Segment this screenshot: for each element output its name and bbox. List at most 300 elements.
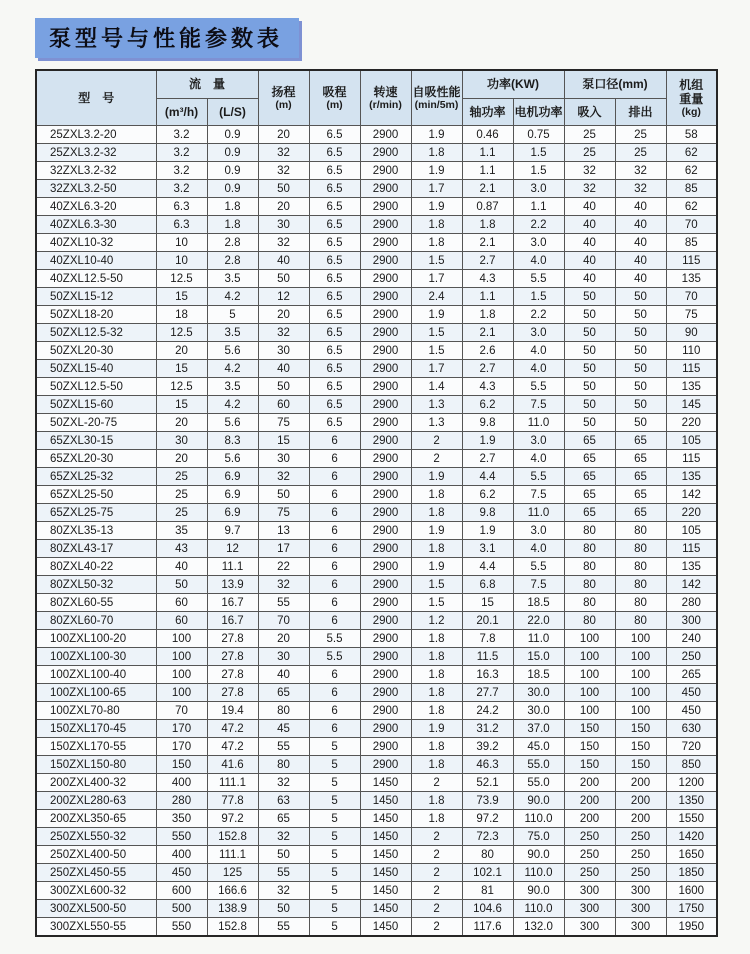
value-cell: 80 <box>564 576 615 594</box>
table-row <box>36 504 717 522</box>
value-cell: 22 <box>258 558 309 576</box>
value-cell: 250 <box>564 828 615 846</box>
value-cell: 6 <box>309 594 360 612</box>
value-cell: 50 <box>564 306 615 324</box>
value-cell: 15 <box>156 396 207 414</box>
table-row <box>36 828 717 846</box>
value-cell: 1.8 <box>411 792 462 810</box>
value-cell: 20 <box>156 414 207 432</box>
value-cell: 32 <box>258 234 309 252</box>
col-header-suction <box>309 70 360 126</box>
value-cell: 6.5 <box>309 324 360 342</box>
value-cell: 110.0 <box>513 810 564 828</box>
value-cell: 50 <box>564 414 615 432</box>
model-cell: 65ZXL25-32 <box>36 468 156 486</box>
value-cell: 20 <box>258 126 309 144</box>
value-cell: 2900 <box>360 162 411 180</box>
value-cell: 152.8 <box>207 918 258 937</box>
value-cell: 50 <box>258 486 309 504</box>
value-cell: 1.8 <box>411 666 462 684</box>
value-cell: 50 <box>564 288 615 306</box>
value-cell: 6 <box>309 450 360 468</box>
model-cell: 250ZXL450-55 <box>36 864 156 882</box>
value-cell: 6.5 <box>309 270 360 288</box>
value-cell: 100 <box>564 702 615 720</box>
model-cell: 250ZXL550-32 <box>36 828 156 846</box>
model-cell: 80ZXL35-13 <box>36 522 156 540</box>
table-row <box>36 342 717 360</box>
value-cell: 2 <box>411 432 462 450</box>
value-cell: 45.0 <box>513 738 564 756</box>
value-cell: 55 <box>258 918 309 937</box>
value-cell: 0.87 <box>462 198 513 216</box>
value-cell: 50 <box>564 324 615 342</box>
value-cell: 150 <box>564 738 615 756</box>
table-row <box>36 810 717 828</box>
value-cell: 10 <box>156 234 207 252</box>
value-cell: 6.5 <box>309 162 360 180</box>
table-row <box>36 180 717 198</box>
value-cell: 55 <box>258 864 309 882</box>
value-cell: 6.8 <box>462 576 513 594</box>
value-cell: 1.8 <box>411 486 462 504</box>
value-cell: 6.5 <box>309 252 360 270</box>
model-cell: 80ZXL43-17 <box>36 540 156 558</box>
value-cell: 6.5 <box>309 180 360 198</box>
value-cell: 50 <box>615 414 666 432</box>
value-cell: 1.9 <box>411 522 462 540</box>
value-cell: 32 <box>258 162 309 180</box>
value-cell: 2900 <box>360 648 411 666</box>
value-cell: 3.0 <box>513 432 564 450</box>
value-cell: 2900 <box>360 234 411 252</box>
value-cell: 5 <box>309 900 360 918</box>
table-row <box>36 468 717 486</box>
value-cell: 65 <box>564 432 615 450</box>
col-header-self-priming <box>411 70 462 126</box>
value-cell: 4.4 <box>462 558 513 576</box>
value-cell: 80 <box>615 558 666 576</box>
value-cell: 60 <box>156 594 207 612</box>
model-cell: 100ZXL100-65 <box>36 684 156 702</box>
value-cell: 20 <box>156 342 207 360</box>
value-cell: 1.1 <box>513 198 564 216</box>
weight-label-line1: 机组 <box>679 77 704 92</box>
value-cell: 11.0 <box>513 414 564 432</box>
value-cell: 6.5 <box>309 342 360 360</box>
value-cell: 2900 <box>360 630 411 648</box>
value-cell: 0.9 <box>207 144 258 162</box>
value-cell: 40 <box>615 216 666 234</box>
value-cell: 52.1 <box>462 774 513 792</box>
value-cell: 0.46 <box>462 126 513 144</box>
value-cell: 1.5 <box>513 288 564 306</box>
value-cell: 5.5 <box>513 270 564 288</box>
value-cell: 1.9 <box>411 126 462 144</box>
table-row <box>36 198 717 216</box>
value-cell: 4.3 <box>462 378 513 396</box>
value-cell: 1.9 <box>411 306 462 324</box>
value-cell: 150 <box>156 756 207 774</box>
value-cell: 2900 <box>360 540 411 558</box>
value-cell: 6 <box>309 486 360 504</box>
value-cell: 1.9 <box>462 522 513 540</box>
model-cell: 80ZXL60-70 <box>36 612 156 630</box>
table-row <box>36 918 717 937</box>
value-cell: 2900 <box>360 324 411 342</box>
model-cell: 32ZXL3.2-32 <box>36 162 156 180</box>
model-cell: 100ZXL100-20 <box>36 630 156 648</box>
value-cell: 65 <box>564 486 615 504</box>
value-cell: 7.5 <box>513 396 564 414</box>
value-cell: 40 <box>564 270 615 288</box>
value-cell: 9.8 <box>462 414 513 432</box>
value-cell: 16.7 <box>207 612 258 630</box>
value-cell: 1.8 <box>411 684 462 702</box>
value-cell: 25 <box>156 486 207 504</box>
value-cell: 600 <box>156 882 207 900</box>
value-cell: 40 <box>615 270 666 288</box>
value-cell: 85 <box>666 180 717 198</box>
value-cell: 15 <box>156 288 207 306</box>
value-cell: 39.2 <box>462 738 513 756</box>
value-cell: 73.9 <box>462 792 513 810</box>
value-cell: 0.9 <box>207 126 258 144</box>
value-cell: 32 <box>564 162 615 180</box>
value-cell: 1.8 <box>207 216 258 234</box>
weight-label-line2: 重量 <box>679 91 704 106</box>
value-cell: 1350 <box>666 792 717 810</box>
value-cell: 1750 <box>666 900 717 918</box>
value-cell: 300 <box>666 612 717 630</box>
value-cell: 1850 <box>666 864 717 882</box>
value-cell: 100 <box>156 648 207 666</box>
value-cell: 1.5 <box>411 324 462 342</box>
value-cell: 5.6 <box>207 450 258 468</box>
col-header-model: 型 号 <box>36 70 156 126</box>
value-cell: 240 <box>666 630 717 648</box>
value-cell: 100 <box>564 630 615 648</box>
value-cell: 2 <box>411 918 462 937</box>
value-cell: 4.0 <box>513 252 564 270</box>
value-cell: 2900 <box>360 468 411 486</box>
value-cell: 6 <box>309 432 360 450</box>
value-cell: 80 <box>564 612 615 630</box>
value-cell: 250 <box>666 648 717 666</box>
value-cell: 3.5 <box>207 270 258 288</box>
model-cell: 50ZXL15-60 <box>36 396 156 414</box>
value-cell: 1.5 <box>411 576 462 594</box>
table-row <box>36 684 717 702</box>
value-cell: 135 <box>666 378 717 396</box>
value-cell: 100 <box>615 648 666 666</box>
value-cell: 13.9 <box>207 576 258 594</box>
value-cell: 18 <box>156 306 207 324</box>
model-cell: 50ZXL-20-75 <box>36 414 156 432</box>
value-cell: 1.8 <box>411 702 462 720</box>
value-cell: 3.0 <box>513 522 564 540</box>
value-cell: 1.5 <box>513 162 564 180</box>
value-cell: 2900 <box>360 558 411 576</box>
value-cell: 75 <box>258 504 309 522</box>
table-header <box>36 70 717 126</box>
table-row <box>36 756 717 774</box>
value-cell: 32 <box>258 324 309 342</box>
value-cell: 50 <box>258 270 309 288</box>
value-cell: 12.5 <box>156 378 207 396</box>
value-cell: 1.9 <box>462 432 513 450</box>
value-cell: 97.2 <box>207 810 258 828</box>
value-cell: 6.5 <box>309 234 360 252</box>
value-cell: 5 <box>309 918 360 937</box>
value-cell: 7.5 <box>513 486 564 504</box>
value-cell: 100 <box>564 666 615 684</box>
value-cell: 1200 <box>666 774 717 792</box>
value-cell: 132.0 <box>513 918 564 937</box>
value-cell: 65 <box>258 684 309 702</box>
value-cell: 2.6 <box>462 342 513 360</box>
value-cell: 27.7 <box>462 684 513 702</box>
value-cell: 2.1 <box>462 324 513 342</box>
value-cell: 37.0 <box>513 720 564 738</box>
value-cell: 4.2 <box>207 360 258 378</box>
value-cell: 1.8 <box>462 306 513 324</box>
value-cell: 2 <box>411 828 462 846</box>
value-cell: 2900 <box>360 756 411 774</box>
value-cell: 80 <box>615 594 666 612</box>
value-cell: 200 <box>615 810 666 828</box>
value-cell: 65 <box>615 504 666 522</box>
value-cell: 6.3 <box>156 198 207 216</box>
value-cell: 80 <box>615 576 666 594</box>
table-row <box>36 216 717 234</box>
value-cell: 47.2 <box>207 720 258 738</box>
suction-label: 吸程 <box>322 84 347 99</box>
value-cell: 65 <box>564 468 615 486</box>
model-cell: 100ZXL100-30 <box>36 648 156 666</box>
head-unit: (m) <box>275 98 292 111</box>
value-cell: 200 <box>615 774 666 792</box>
value-cell: 550 <box>156 828 207 846</box>
value-cell: 32 <box>258 468 309 486</box>
value-cell: 1.1 <box>462 288 513 306</box>
table-row <box>36 720 717 738</box>
value-cell: 2.7 <box>462 360 513 378</box>
value-cell: 135 <box>666 558 717 576</box>
value-cell: 6 <box>309 702 360 720</box>
value-cell: 7.5 <box>513 576 564 594</box>
value-cell: 1.8 <box>411 234 462 252</box>
value-cell: 200 <box>564 774 615 792</box>
table-row <box>36 162 717 180</box>
model-cell: 65ZXL30-15 <box>36 432 156 450</box>
value-cell: 4.2 <box>207 288 258 306</box>
value-cell: 0.75 <box>513 126 564 144</box>
value-cell: 11.5 <box>462 648 513 666</box>
table-row <box>36 540 717 558</box>
value-cell: 80 <box>564 558 615 576</box>
value-cell: 5 <box>309 756 360 774</box>
value-cell: 30 <box>156 432 207 450</box>
value-cell: 90 <box>666 324 717 342</box>
model-cell: 50ZXL15-12 <box>36 288 156 306</box>
table-row <box>36 576 717 594</box>
value-cell: 63 <box>258 792 309 810</box>
value-cell: 24.2 <box>462 702 513 720</box>
model-cell: 200ZXL280-63 <box>36 792 156 810</box>
value-cell: 90.0 <box>513 846 564 864</box>
value-cell: 12 <box>258 288 309 306</box>
value-cell: 80 <box>564 594 615 612</box>
value-cell: 2.4 <box>411 288 462 306</box>
model-cell: 300ZXL500-50 <box>36 900 156 918</box>
value-cell: 200 <box>615 792 666 810</box>
value-cell: 1.8 <box>411 540 462 558</box>
value-cell: 1450 <box>360 810 411 828</box>
priming-label: 自吸性能 <box>412 84 461 99</box>
col-header-outlet: 排出 <box>615 99 666 126</box>
value-cell: 90.0 <box>513 792 564 810</box>
value-cell: 6.2 <box>462 396 513 414</box>
table-row <box>36 288 717 306</box>
value-cell: 41.6 <box>207 756 258 774</box>
value-cell: 50 <box>615 324 666 342</box>
value-cell: 2900 <box>360 684 411 702</box>
value-cell: 50 <box>258 846 309 864</box>
value-cell: 2 <box>411 774 462 792</box>
value-cell: 32 <box>258 576 309 594</box>
value-cell: 100 <box>615 684 666 702</box>
value-cell: 50 <box>615 378 666 396</box>
table-row <box>36 144 717 162</box>
value-cell: 135 <box>666 468 717 486</box>
value-cell: 3.1 <box>462 540 513 558</box>
value-cell: 40 <box>615 234 666 252</box>
value-cell: 1.9 <box>411 558 462 576</box>
table-row <box>36 774 717 792</box>
value-cell: 20.1 <box>462 612 513 630</box>
value-cell: 5.6 <box>207 414 258 432</box>
value-cell: 6 <box>309 666 360 684</box>
value-cell: 1.7 <box>411 180 462 198</box>
value-cell: 104.6 <box>462 900 513 918</box>
value-cell: 80 <box>615 540 666 558</box>
value-cell: 43 <box>156 540 207 558</box>
value-cell: 2900 <box>360 342 411 360</box>
value-cell: 62 <box>666 144 717 162</box>
value-cell: 4.3 <box>462 270 513 288</box>
value-cell: 450 <box>156 864 207 882</box>
value-cell: 7.8 <box>462 630 513 648</box>
value-cell: 20 <box>258 198 309 216</box>
value-cell: 77.8 <box>207 792 258 810</box>
value-cell: 30 <box>258 216 309 234</box>
value-cell: 2900 <box>360 216 411 234</box>
value-cell: 170 <box>156 720 207 738</box>
value-cell: 3.2 <box>156 126 207 144</box>
speed-label: 转速 <box>373 84 398 99</box>
value-cell: 32 <box>258 144 309 162</box>
value-cell: 4.4 <box>462 468 513 486</box>
value-cell: 8.3 <box>207 432 258 450</box>
table-row <box>36 792 717 810</box>
value-cell: 32 <box>564 180 615 198</box>
value-cell: 2 <box>411 846 462 864</box>
value-cell: 65 <box>615 486 666 504</box>
value-cell: 850 <box>666 756 717 774</box>
model-cell: 50ZXL15-40 <box>36 360 156 378</box>
value-cell: 50 <box>615 288 666 306</box>
value-cell: 5 <box>207 306 258 324</box>
value-cell: 2 <box>411 450 462 468</box>
value-cell: 16.7 <box>207 594 258 612</box>
value-cell: 32 <box>258 774 309 792</box>
model-cell: 80ZXL60-55 <box>36 594 156 612</box>
value-cell: 2900 <box>360 126 411 144</box>
value-cell: 18.5 <box>513 666 564 684</box>
value-cell: 70 <box>666 288 717 306</box>
value-cell: 2.8 <box>207 252 258 270</box>
value-cell: 1450 <box>360 846 411 864</box>
value-cell: 220 <box>666 504 717 522</box>
value-cell: 40 <box>156 558 207 576</box>
value-cell: 2900 <box>360 270 411 288</box>
value-cell: 58 <box>666 126 717 144</box>
value-cell: 1.8 <box>411 756 462 774</box>
value-cell: 62 <box>666 162 717 180</box>
value-cell: 40 <box>258 666 309 684</box>
table-row <box>36 432 717 450</box>
value-cell: 1.9 <box>411 468 462 486</box>
value-cell: 40 <box>564 198 615 216</box>
value-cell: 100 <box>615 702 666 720</box>
value-cell: 5 <box>309 738 360 756</box>
value-cell: 60 <box>156 612 207 630</box>
table-row <box>36 306 717 324</box>
value-cell: 1600 <box>666 882 717 900</box>
table-row <box>36 414 717 432</box>
table-row <box>36 666 717 684</box>
value-cell: 6 <box>309 720 360 738</box>
value-cell: 55 <box>258 738 309 756</box>
value-cell: 1.1 <box>462 162 513 180</box>
value-cell: 3.2 <box>156 180 207 198</box>
value-cell: 200 <box>564 792 615 810</box>
table-row <box>36 648 717 666</box>
table-row <box>36 882 717 900</box>
value-cell: 100 <box>615 666 666 684</box>
value-cell: 110 <box>666 342 717 360</box>
value-cell: 32 <box>258 828 309 846</box>
priming-unit: (min/5m) <box>414 98 459 111</box>
col-header-inlet: 吸入 <box>564 99 615 126</box>
value-cell: 5 <box>309 864 360 882</box>
value-cell: 81 <box>462 882 513 900</box>
value-cell: 2900 <box>360 396 411 414</box>
value-cell: 6 <box>309 522 360 540</box>
value-cell: 4.0 <box>513 360 564 378</box>
table-row <box>36 864 717 882</box>
value-cell: 6.5 <box>309 288 360 306</box>
col-header-shaft-power: 轴功率 <box>462 99 513 126</box>
value-cell: 11.0 <box>513 504 564 522</box>
table-row <box>36 396 717 414</box>
value-cell: 1.8 <box>411 630 462 648</box>
value-cell: 300 <box>564 918 615 937</box>
value-cell: 105 <box>666 522 717 540</box>
value-cell: 1.8 <box>411 810 462 828</box>
value-cell: 166.6 <box>207 882 258 900</box>
